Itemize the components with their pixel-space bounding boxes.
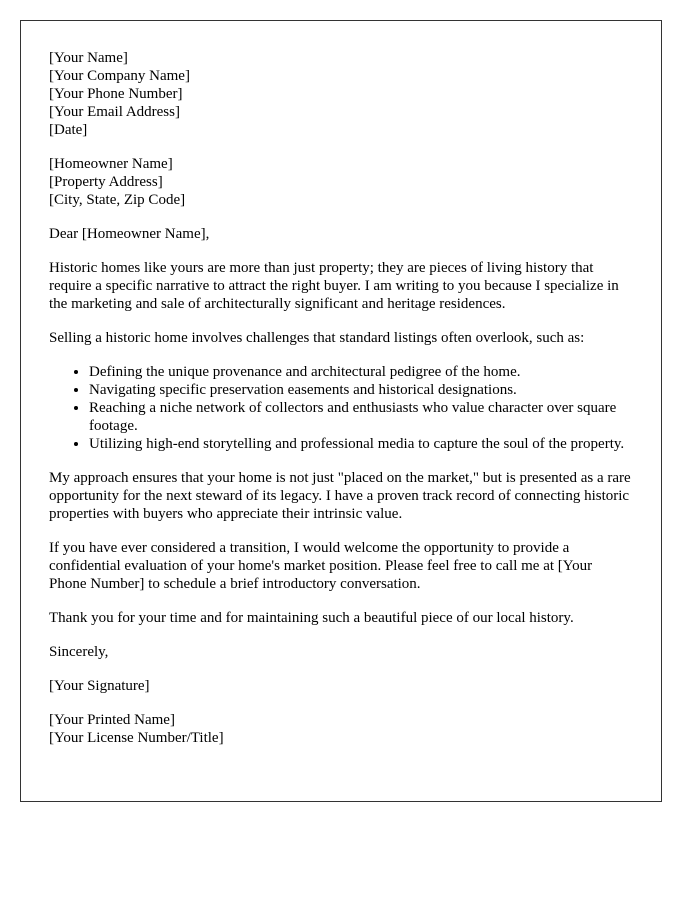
challenge-list	[49, 363, 633, 453]
paragraph-challenges: Selling a historic home involves challenges that standard listings often overlook, such as:	[49, 330, 585, 346]
signature: [Your Signature]	[49, 678, 150, 694]
date: [Date]	[49, 122, 88, 138]
sender-email: [Your Email Address]	[49, 104, 180, 120]
paragraph-intro: Historic homes like yours are more than just property; they are pieces of living history that require a specific narrative to attract the right buyer. I am writing to you because I specialize in the marketing and sale of architecturally significant and heritage residences.	[49, 260, 619, 312]
salutation: Dear [Homeowner Name],	[49, 226, 210, 242]
list-item: • Utilizing high-end storytelling and professional media to capture the soul of the property.	[89, 435, 633, 453]
paragraph-invitation: If you have ever considered a transition, I would welcome the opportunity to provide a confidential evaluation of your home's market position. Please feel free to call me at [Your Phone Number] to schedule a brief introductory conversation.	[49, 540, 593, 592]
list-item: • Defining the unique provenance and architectural pedigree of the home.	[89, 363, 633, 381]
sender-block	[49, 49, 633, 139]
recipient-address: [Property Address]	[49, 174, 163, 190]
paragraph-thanks: Thank you for your time and for maintaining such a beautiful piece of our local history.	[49, 610, 574, 626]
list-item: • Reaching a niche network of collectors and enthusiasts who value character over square footage.	[89, 399, 633, 435]
license-title: [Your License Number/Title]	[49, 730, 224, 746]
closing: Sincerely,	[49, 644, 109, 660]
sender-name: [Your Name]	[49, 50, 128, 66]
recipient-name: [Homeowner Name]	[49, 156, 173, 172]
list-item: • Navigating specific preservation easements and historical designations.	[89, 381, 633, 399]
signoff-block	[49, 711, 633, 747]
sender-phone: [Your Phone Number]	[49, 86, 183, 102]
printed-name: [Your Printed Name]	[49, 712, 175, 728]
recipient-city: [City, State, Zip Code]	[49, 192, 186, 208]
sender-company: [Your Company Name]	[49, 68, 190, 84]
paragraph-approach: My approach ensures that your home is not just "placed on the market," but is presented as a rare opportunity for the next steward of its legacy. I have a proven track record of connecting historic properties with buyers who appreciate their intrinsic value.	[49, 470, 631, 522]
recipient-block	[49, 155, 633, 209]
letter	[20, 20, 662, 802]
